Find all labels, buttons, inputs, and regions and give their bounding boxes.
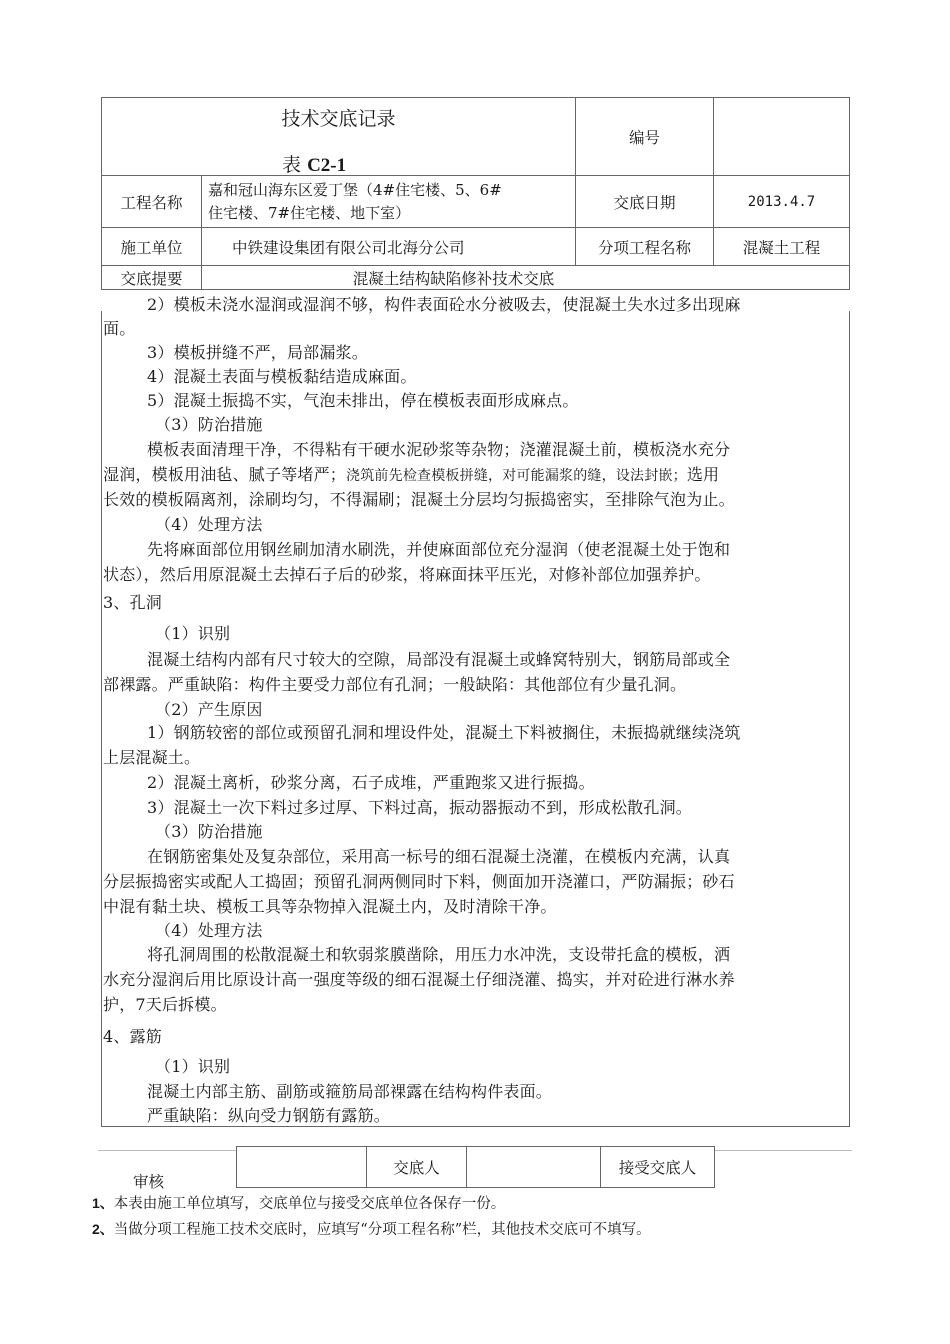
review-label: 审核 xyxy=(133,1173,165,1191)
project-name-line2: 住宅楼、7#住宅楼、地下室） xyxy=(208,203,411,222)
subproject-value: 混凝土工程 xyxy=(714,228,850,266)
paragraph: 混凝土结构内部有尺寸较大的空隙，局部没有混凝土或蜂窝特别大，钢筋局部或全 xyxy=(147,650,731,669)
paragraph: 护，7天后拆模。 xyxy=(103,995,227,1014)
paragraph: 5）混凝土振捣不实，气泡未排出，停在模板表面形成麻点。 xyxy=(147,391,579,410)
note-2: 2、当做分项工程施工技术交底时，应填写“分项工程名称”栏，其他技术交底可不填写。 xyxy=(92,1221,651,1238)
review-value xyxy=(237,1147,367,1188)
date-label: 交底日期 xyxy=(576,176,714,228)
company-label: 施工单位 xyxy=(102,228,202,266)
receiver-label: 接受交底人 xyxy=(601,1147,715,1188)
paragraph: 水充分湿润后用比原设计高一强度等级的细石混凝土仔细浇灌、捣实，并对砼进行淋水养 xyxy=(103,970,735,989)
project-name-line1: 嘉和冠山海东区爱丁堡（4#住宅楼、5、6# xyxy=(208,180,502,199)
company-value: 中铁建设集团有限公司北海分公司 xyxy=(202,228,576,266)
paragraph: 长效的模板隔离剂，涂刷均匀，不得漏刷；混凝土分层均匀振捣密实，至排除气泡为止。 xyxy=(103,490,735,509)
date-value: 2013.4.7 xyxy=(714,176,850,228)
paragraph: 2）混凝土离析，砂浆分离，石子成堆，严重跑浆又进行振捣。 xyxy=(147,773,595,792)
section-heading: 4、露筋 xyxy=(103,1027,162,1046)
note-1: 1、本表由施工单位填写，交底单位与接受交底单位各保存一份。 xyxy=(92,1195,506,1212)
paragraph: 将孔洞周围的松散混凝土和软弱浆膜凿除，用压力水冲洗，支设带托盒的模板，洒 xyxy=(147,945,731,964)
paragraph: 模板表面清理干净，不得粘有干硬水泥砂浆等杂物；浇灌混凝土前，模板浇水充分 xyxy=(147,440,731,459)
paragraph: 3）模板拼缝不严，局部漏浆。 xyxy=(147,343,368,362)
paragraph: 3）混凝土一次下料过多过厚、下料过高，振动器振动不到，形成松散孔洞。 xyxy=(147,798,692,817)
paragraph: 2）模板未浇水湿润或湿润不够，构件表面砼水分被吸去，使混凝土失水过多出现麻 xyxy=(147,295,741,314)
paragraph: 混凝土内部主筋、副筋或箍筋局部裸露在结构构件表面。 xyxy=(147,1082,553,1101)
section-heading: 3、孔洞 xyxy=(103,593,162,612)
discloser-label: 交底人 xyxy=(367,1147,467,1188)
table-code: 表 C2-1 xyxy=(282,154,347,176)
header-table xyxy=(101,97,850,290)
paragraph: 湿润，模板用油毡、腻子等堵严；浇筑前先检查模板拼缝，对可能漏浆的缝，设法封嵌；选用 xyxy=(103,465,720,484)
paragraph: 严重缺陷：纵向受力钢筋有露筋。 xyxy=(147,1106,391,1125)
paragraph: 状态），然后用原混凝土去掉石子后的砂浆，将麻面抹平压光，对修补部位加强养护。 xyxy=(103,565,711,584)
sign-row-rule xyxy=(714,1150,852,1151)
signature-table xyxy=(236,1146,715,1188)
title-cell xyxy=(102,98,576,176)
paragraph: 1）钢筋较密的部位或预留孔洞和埋设件处，混凝土下料被搁住，未振捣就继续浇筑 xyxy=(147,723,741,742)
project-name-label: 工程名称 xyxy=(102,176,202,228)
project-name-value xyxy=(202,176,576,228)
paragraph: 先将麻面部位用钢丝刷加清水刷洗，并使麻面部位充分湿润（使老混凝土处于饱和 xyxy=(147,540,731,559)
subheading: （3）防治措施 xyxy=(155,822,263,841)
subheading: （4）处理方法 xyxy=(155,515,263,534)
subheading: （3）防治措施 xyxy=(155,415,263,434)
document-title: 技术交底记录 xyxy=(281,108,396,130)
paragraph: 面。 xyxy=(103,319,136,338)
summary-value: 混凝土结构缺陷修补技术交底 xyxy=(202,266,850,290)
discloser-value xyxy=(467,1147,601,1188)
subproject-label: 分项工程名称 xyxy=(576,228,714,266)
paragraph: 上层混凝土。 xyxy=(103,748,201,767)
sign-row-rule xyxy=(98,1150,236,1151)
paragraph: 部裸露。严重缺陷：构件主要受力部位有孔洞；一般缺陷：其他部位有少量孔洞。 xyxy=(103,675,687,694)
subheading: （1）识别 xyxy=(155,1057,231,1076)
paragraph: 中混有黏土块、模板工具等杂物掉入混凝土内，及时清除干净。 xyxy=(103,897,557,916)
subheading: （1）识别 xyxy=(155,624,231,643)
paragraph: 在钢筋密集处及复杂部位，采用高一标号的细石混凝土浇灌，在模板内充满，认真 xyxy=(147,847,731,866)
subheading: （4）处理方法 xyxy=(155,921,263,940)
summary-label: 交底提要 xyxy=(102,266,202,290)
subheading: （2）产生原因 xyxy=(155,700,263,719)
number-label: 编号 xyxy=(576,98,714,176)
number-value xyxy=(714,98,850,176)
paragraph: 4）混凝土表面与模板黏结造成麻面。 xyxy=(147,367,417,386)
paragraph: 分层振捣密实或配人工捣固；预留孔洞两侧同时下料，侧面加开浇灌口，严防漏振；砂石 xyxy=(103,872,735,891)
